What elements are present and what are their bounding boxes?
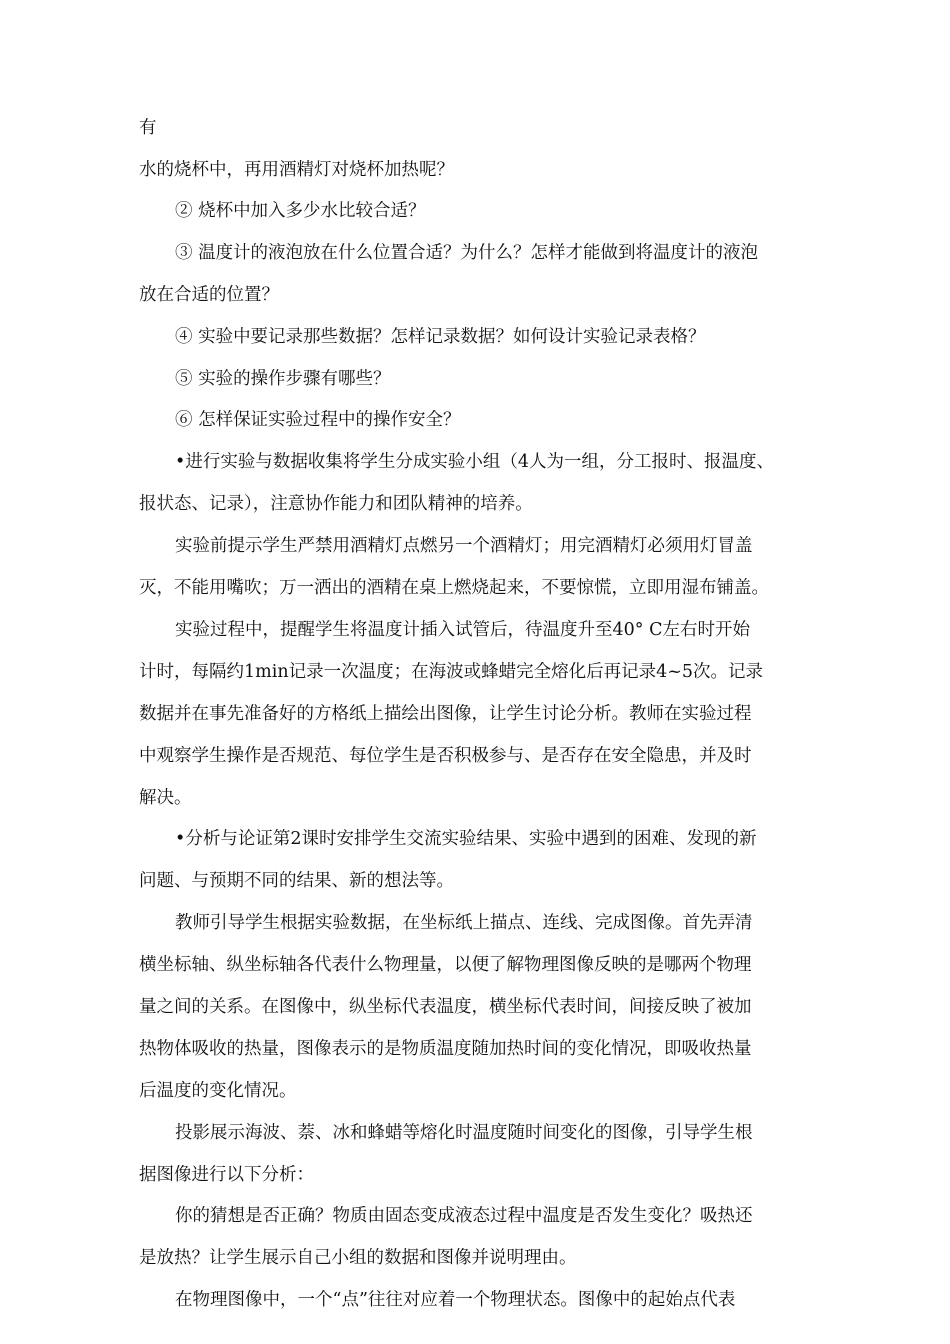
text-line: ④ 实验中要记录那些数据？怎样记录数据？如何设计实验记录表格？ (175, 327, 706, 347)
text-line: 教师引导学生根据实验数据，在坐标纸上描点、连线、完成图像。首先弄清 (175, 913, 753, 933)
text-line: 你的猜想是否正确？物质由固态变成液态过程中温度是否发生变化？吸热还 (175, 1206, 753, 1226)
text-line: ⑤ 实验的操作步骤有哪些？ (175, 369, 391, 389)
text-line: 热物体吸收的热量，图像表示的是物质温度随加热时间的变化情况，即吸收热量 (139, 1039, 752, 1059)
text-line: 灭，不能用嘴吹；万一洒出的酒精在桌上燃烧起来，不要惊慌，立即用湿布铺盖。 (139, 578, 769, 598)
text-line: 数据并在事先准备好的方格纸上描绘出图像，让学生讨论分析。教师在实验过程 (139, 704, 752, 724)
text-line: 投影展示海波、萘、冰和蜂蜡等熔化时温度随时间变化的图像，引导学生根 (175, 1123, 753, 1143)
text-line: 实验前提示学生严禁用酒精灯点燃另一个酒精灯；用完酒精灯必须用灯冒盖 (175, 536, 753, 556)
text-line: 中观察学生操作是否规范、每位学生是否积极参与、是否存在安全隐患，并及时 (139, 746, 752, 766)
text-line: •进行实验与数据收集将学生分成实验小组（4人为一组，分工报时、报温度、 (175, 452, 774, 472)
text-line: ③ 温度计的液泡放在什么位置合适？为什么？怎样才能做到将温度计的液泡 (175, 243, 759, 263)
text-line: 是放热？让学生展示自己小组的数据和图像并说明理由。 (139, 1248, 577, 1268)
text-line: 问题、与预期不同的结果、新的想法等。 (139, 871, 454, 891)
text-line: ⑥ 怎样保证实验过程中的操作安全？ (175, 410, 461, 430)
text-line: 计时，每隔约1min记录一次温度；在海波或蜂蜡完全熔化后再记录4~5次。记录 (139, 662, 764, 682)
text-line: 报状态、记录），注意协作能力和团队精神的培养。 (139, 494, 533, 514)
text-line: ② 烧杯中加入多少水比较合适？ (175, 201, 426, 221)
text-line: 解决。 (139, 788, 192, 808)
text-line: 后温度的变化情况。 (139, 1081, 297, 1101)
text-line: 在物理图像中，一个“点”往往对应着一个物理状态。图像中的起始点代表 (175, 1290, 736, 1310)
text-line: 横坐标轴、纵坐标轴各代表什么物理量，以便了解物理图像反映的是哪两个物理 (139, 955, 752, 975)
text-line: 有 (139, 118, 157, 138)
text-line: 放在合适的位置？ (139, 285, 279, 305)
text-line: 据图像进行以下分析： (139, 1165, 314, 1185)
text-line: 水的烧杯中，再用酒精灯对烧杯加热呢？ (139, 160, 454, 180)
text-line: •分析与论证第2课时安排学生交流实验结果、实验中遇到的困难、发现的新 (175, 829, 757, 849)
text-line: 实验过程中，提醒学生将温度计插入试管后，待温度升至40° C左右时开始 (175, 620, 750, 640)
text-line: 量之间的关系。在图像中，纵坐标代表温度，横坐标代表时间，间接反映了被加 (139, 997, 752, 1017)
